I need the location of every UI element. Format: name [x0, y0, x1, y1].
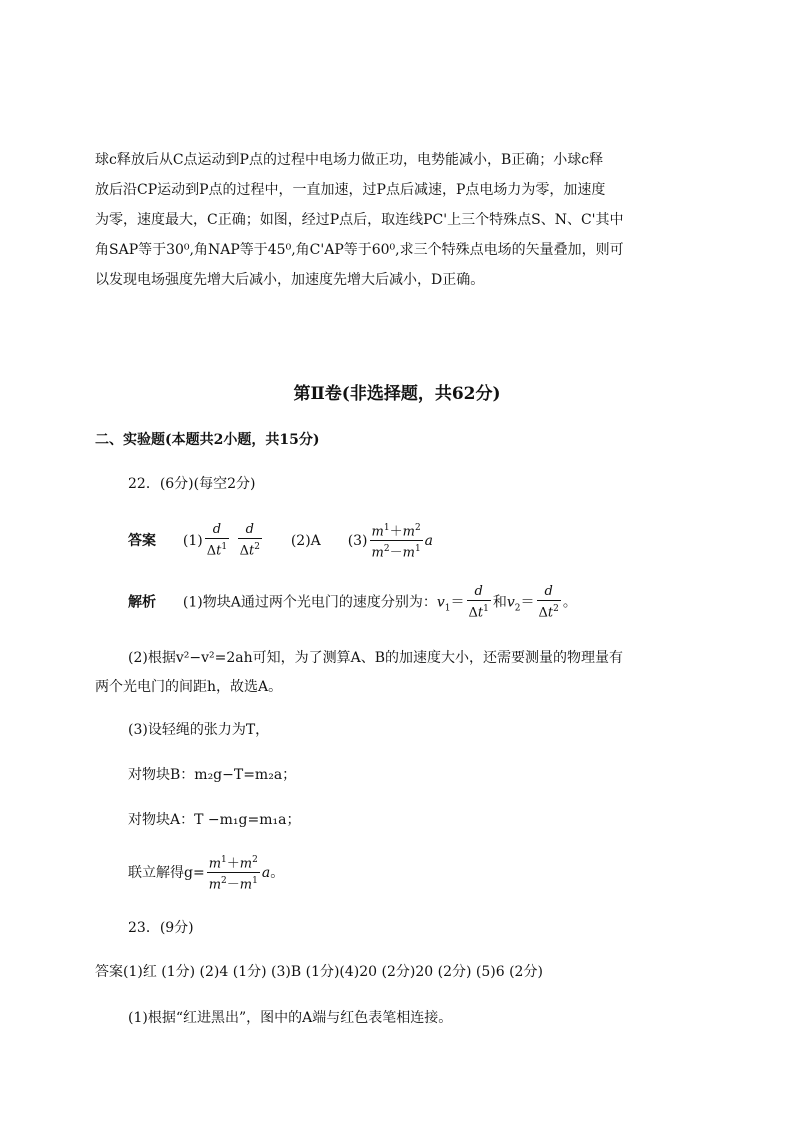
intro-line-2: 放后沿CP运动到P点的过程中，一直加速，过P点后减速，P点电场力为零，加速度	[95, 182, 606, 198]
fraction-d-over-dt2: $\frac{d}{\Delta t^2}$	[239, 522, 260, 559]
q22-analysis-2a: (2)根据v²−v²=2ah可知，为了测算A、B的加速度大小，还需要测量的物理量有	[128, 650, 624, 666]
fraction-v2: $\frac{d}{\Delta t^2}$	[538, 584, 559, 621]
q23-analysis-1: (1)根据“红进黑出”，图中的A端与红色表笔相连接。	[128, 1010, 453, 1026]
q23-label: 23．(9分)	[128, 920, 194, 936]
q22-analysis-3: (3)设轻绳的张力为T，	[128, 722, 270, 738]
intro-line-4: 角SAP等于30⁰,角NAP等于45⁰,角C'AP等于60⁰,求三个特殊点电场的矢量叠加，则可	[95, 242, 624, 258]
answer-1-prefix: (1)	[182, 532, 203, 549]
answer-label: 答案	[128, 532, 156, 549]
intro-line-1: 球c释放后从C点运动到P点的过程中电场力做正功，电势能减小，B正确；小球c释	[95, 152, 604, 168]
q23-answer: 答案(1)红 (1分) (2)4 (1分) (3)B (1分)(4)20 (2分)20 (2分) (5)6 (2分)	[95, 964, 543, 980]
fraction-v1: $\frac{d}{\Delta t^1}$	[468, 584, 489, 621]
q22-eq-block-b: 对物块B：m₂g−T=m₂a；	[128, 767, 297, 783]
q22-solve: 联立解得g= $\frac{m^1+m^2}{m^2-m^1}$ a。	[128, 852, 284, 894]
analysis-label: 解析	[128, 594, 156, 611]
intro-line-3: 为零，速度最大，C正确；如图，经过P点后，取连线PC'上三个特殊点S、N、C'其中	[95, 212, 624, 228]
q22-label: 22．(6分)(每空2分)	[128, 476, 256, 492]
q22-answer: 答案 (1) $\frac{d}{\Delta t^1}$ $\frac{d}{\Delta t^2}$ (2)A (3) $\frac{m^1+m^2}{m^2-m^1}$ a	[128, 520, 433, 562]
fraction-g: $\frac{m^1+m^2}{m^2-m^1}$	[207, 852, 260, 894]
q22-eq-block-a: 对物块A：T −m₁g=m₁a；	[128, 812, 301, 828]
part-heading: 二、实验题(本题共2小题，共15分)	[95, 432, 320, 448]
fraction-d-over-dt1: $\frac{d}{\Delta t^1}$	[206, 522, 228, 559]
fraction-mass-ratio: $\frac{m^1+m^2}{m^2-m^1}$	[370, 520, 423, 562]
answer-3-prefix: (3)	[347, 532, 368, 549]
intro-line-5: 以发现电场强度先增大后减小，加速度先增大后减小，D正确。	[95, 272, 485, 288]
section-title: 第Ⅱ卷(非选择题，共62分)	[293, 384, 501, 404]
answer-2: (2)A	[290, 532, 321, 549]
q22-analysis-1: 解析 (1)物块A通过两个光电门的速度分别为：$v_1=$ $\frac{d}{\Delta t^1}$ 和$v_2=$ $\frac{d}{\Delta t^2}$ 。	[128, 584, 577, 621]
q22-analysis-2b: 两个光电门的间距h，故选A。	[95, 679, 283, 695]
